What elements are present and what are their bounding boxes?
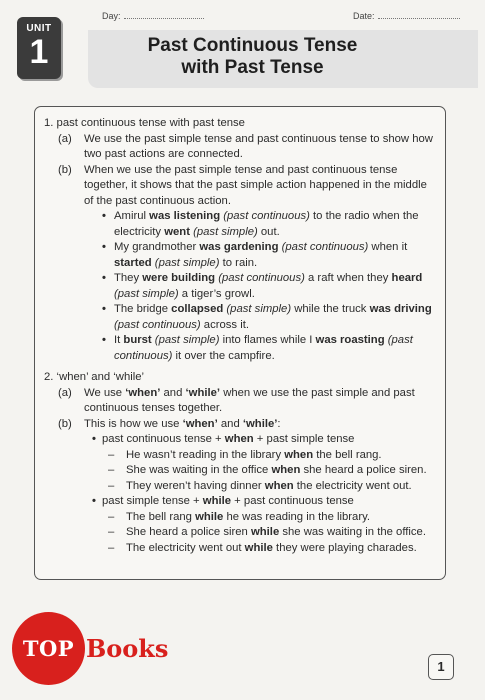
- point-text: We use the past simple tense and past continuous tense to show how two past actions are connected.: [84, 132, 433, 160]
- section-1-point-a: [58, 132, 439, 163]
- pattern-example: – She was waiting in the office when she heard a police siren.: [108, 463, 439, 479]
- dash-icon: –: [108, 479, 115, 492]
- unit-number: 1: [29, 33, 49, 71]
- pattern-when-examples: [44, 448, 439, 495]
- point-text: We use ‘when’ and ‘while’ when we use the past simple and past continuous tenses together.: [84, 386, 415, 414]
- dash-icon: –: [108, 448, 115, 461]
- pattern-example: – The electricity went out while they were playing charades.: [108, 541, 439, 557]
- example-item: • They were building (past continuous) a raft when they heard (past simple) a tiger’s growl.: [102, 271, 439, 302]
- pattern-while: • past simple tense + while + past continuous tense: [92, 494, 439, 510]
- title-line-1: Past Continuous Tense: [147, 35, 358, 56]
- section-1: [44, 116, 439, 364]
- example-item: • The bridge collapsed (past simple) while the truck was driving (past continuous) across it.: [102, 302, 439, 333]
- topbooks-logo: TOP: [12, 612, 85, 685]
- section-1-title: 1. past continuous tense with past tense: [44, 117, 245, 129]
- pattern-example: – He wasn’t reading in the library when the bell rang.: [108, 448, 439, 464]
- point-label: (b): [58, 163, 72, 176]
- pattern-example: – They weren’t having dinner when the electricity went out.: [108, 479, 439, 495]
- example-list: [44, 209, 439, 364]
- title-line-2: with Past Tense: [181, 57, 324, 78]
- bullet-icon: •: [92, 495, 96, 507]
- pattern-example: – The bell rang while he was reading in the library.: [108, 510, 439, 526]
- pattern-when: • past continuous tense + when + past simple tense: [92, 432, 439, 448]
- notes-content: [44, 116, 439, 562]
- day-label: Day:: [102, 11, 121, 21]
- topbooks-logo-text: Books: [86, 634, 169, 663]
- section-2-point-b: [58, 417, 439, 433]
- point-label: (b): [58, 417, 72, 430]
- day-field-line: [124, 18, 204, 19]
- point-text: When we use the past simple tense and past continuous tense together, it shows that the past simple action happened in the middle of the past continuous action.: [84, 163, 427, 207]
- point-label: (a): [58, 132, 72, 145]
- section-2-point-a: [58, 386, 439, 417]
- dash-icon: –: [108, 510, 115, 523]
- bullet-icon: •: [102, 210, 106, 222]
- dash-icon: –: [108, 464, 115, 476]
- unit-badge: [17, 17, 61, 79]
- unit-label: UNIT: [26, 23, 52, 34]
- section-2: [44, 370, 439, 556]
- example-item: • Amirul was listening (past continuous) to the radio when the electricity went (past simple) out.: [102, 209, 439, 240]
- bullet-icon: •: [102, 334, 106, 346]
- point-label: (a): [58, 386, 72, 399]
- date-label: Date:: [353, 11, 375, 21]
- pattern-while-examples: [44, 510, 439, 557]
- point-text: This is how we use ‘when’ and ‘while’:: [84, 417, 281, 430]
- section-1-point-b: [58, 163, 439, 210]
- section-2-title: 2. ‘when’ and ‘while’: [44, 371, 145, 383]
- page-title: [110, 35, 395, 79]
- example-item: • It burst (past simple) into flames while I was roasting (past continuous) it over the campfire.: [102, 333, 439, 364]
- dash-icon: –: [108, 526, 115, 538]
- pattern-example: – She heard a police siren while she was waiting in the office.: [108, 525, 439, 541]
- page-number: 1: [428, 654, 454, 680]
- bullet-icon: •: [92, 433, 96, 445]
- example-item: • My grandmother was gardening (past continuous) when it started (past simple) to rain.: [102, 240, 439, 271]
- dash-icon: –: [108, 541, 115, 554]
- bullet-icon: •: [102, 241, 106, 253]
- date-field-line: [378, 18, 460, 19]
- bullet-icon: •: [102, 272, 106, 284]
- bullet-icon: •: [102, 303, 106, 315]
